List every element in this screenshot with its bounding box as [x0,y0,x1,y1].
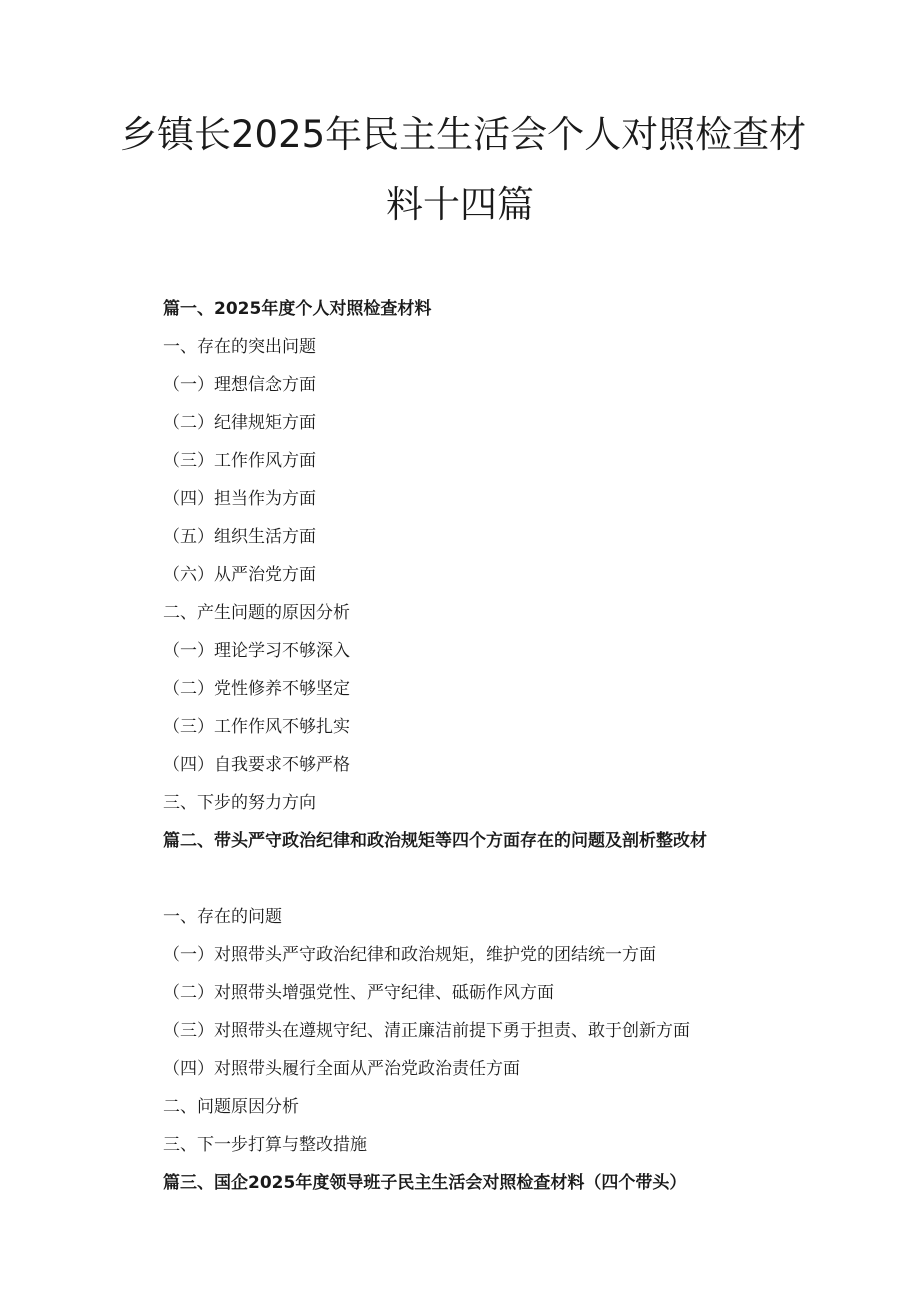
toc-subsection-item: （四）对照带头履行全面从严治党政治责任方面 [163,1059,520,1079]
toc-subsection-item: （二）纪律规矩方面 [163,413,316,433]
toc-article-heading: 篇一、2025年度个人对照检查材料 [163,299,432,319]
table-of-contents [163,290,883,1202]
toc-section-heading: 三、下步的努力方向 [163,793,316,813]
document-title-line-2: 料十四篇 [386,183,534,226]
toc-spacer [163,860,883,898]
toc-subsection-item: （一）理想信念方面 [163,375,316,395]
document-title-line-1: 乡镇长2025年民主生活会个人对照检查材 [120,113,807,156]
toc-article-heading: 篇三、国企2025年度领导班子民主生活会对照检查材料（四个带头） [163,1173,687,1193]
toc-subsection-item: （五）组织生活方面 [163,527,316,547]
toc-subsection-item: （四）担当作为方面 [163,489,316,509]
toc-subsection-item: （二）对照带头增强党性、严守纪律、砥砺作风方面 [163,983,554,1003]
toc-subsection-item: （三）对照带头在遵规守纪、清正廉洁前提下勇于担责、敢于创新方面 [163,1021,690,1041]
toc-section-heading: 一、存在的问题 [163,907,282,927]
toc-section-heading: 二、产生问题的原因分析 [163,603,350,623]
toc-subsection-item: （一）对照带头严守政治纪律和政治规矩，维护党的团结统一方面 [163,945,656,965]
toc-section-heading: 二、问题原因分析 [163,1097,299,1117]
toc-section-heading: 三、下一步打算与整改措施 [163,1135,367,1155]
toc-subsection-item: （二）党性修养不够坚定 [163,679,350,699]
toc-subsection-item: （三）工作作风不够扎实 [163,717,350,737]
toc-subsection-item: （三）工作作风方面 [163,451,316,471]
toc-section-heading: 一、存在的突出问题 [163,337,316,357]
toc-subsection-item: （六）从严治党方面 [163,565,316,585]
toc-subsection-item: （一）理论学习不够深入 [163,641,350,661]
toc-subsection-item: （四）自我要求不够严格 [163,755,350,775]
toc-article-heading: 篇二、带头严守政治纪律和政治规矩等四个方面存在的问题及剖析整改材 [163,831,707,851]
